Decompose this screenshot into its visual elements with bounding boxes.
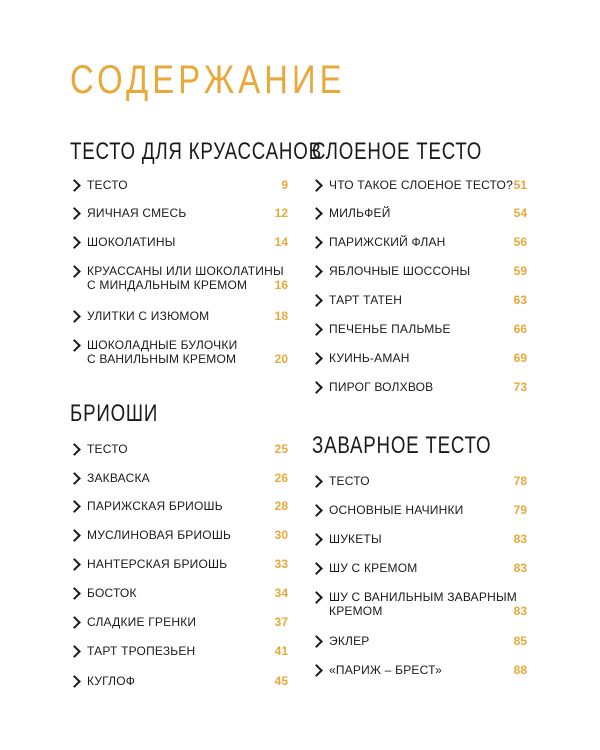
toc-entry[interactable] — [312, 634, 527, 648]
toc-entry[interactable] — [70, 206, 288, 220]
toc-entry-label: ШУКЕТЫ — [329, 532, 382, 546]
toc-entry-label: ШУ С КРЕМОМ — [329, 561, 418, 575]
chevron-right-icon — [68, 339, 81, 352]
toc-entry-label: КРУАССАНЫ ИЛИ ШОКОЛАТИНЫ С МИНДАЛЬНЫМ КРЕМОМ — [87, 264, 284, 292]
toc-entry-page-number: 12 — [274, 206, 288, 220]
toc-entry[interactable] — [312, 474, 527, 488]
chevron-right-icon — [310, 504, 323, 517]
toc-entry-label: КУИНЬ-АМАН — [329, 351, 410, 365]
toc-entry[interactable] — [70, 644, 288, 658]
chevron-right-icon — [310, 591, 323, 604]
toc-entry[interactable] — [70, 586, 288, 600]
chevron-right-icon — [68, 265, 81, 278]
chevron-right-icon — [68, 236, 81, 249]
toc-entry[interactable] — [312, 503, 527, 517]
toc-entry-page-number: 66 — [513, 322, 527, 336]
toc-entry-page-number: 34 — [274, 586, 288, 600]
chevron-right-icon — [68, 310, 81, 323]
chevron-right-icon — [310, 323, 323, 336]
toc-entry-label: ТЕСТО — [87, 442, 128, 456]
toc-entry[interactable] — [70, 499, 288, 513]
toc-entry-page-number: 14 — [274, 235, 288, 249]
toc-entry-page-number: 83 — [513, 532, 527, 546]
toc-entry-page-number: 79 — [513, 503, 527, 517]
toc-entry[interactable] — [312, 178, 527, 192]
toc-entry[interactable] — [312, 322, 527, 336]
toc-entry[interactable] — [70, 674, 288, 688]
toc-entry-label: ТЕСТО — [329, 474, 370, 488]
chevron-right-icon — [310, 562, 323, 575]
chevron-right-icon — [68, 179, 81, 192]
toc-entry-label: ШОКОЛАДНЫЕ БУЛОЧКИ С ВАНИЛЬНЫМ КРЕМОМ — [87, 338, 238, 366]
chevron-right-icon — [68, 645, 81, 658]
toc-entry-page-number: 56 — [513, 235, 527, 249]
section-heading-croissant-dough: ТЕСТО ДЛЯ КРУАССАНОВ — [70, 138, 322, 165]
toc-entry-label: ТАРТ ТАТЕН — [329, 293, 403, 307]
section-heading-brioche: БРИОШИ — [70, 400, 159, 427]
chevron-right-icon — [310, 352, 323, 365]
toc-entry-page-number: 18 — [274, 309, 288, 323]
toc-entry-label: КУГЛОФ — [87, 674, 136, 688]
toc-entry[interactable] — [70, 309, 288, 323]
toc-entry[interactable] — [312, 663, 527, 677]
toc-entry-page-number: 25 — [274, 442, 288, 456]
toc-entry[interactable] — [312, 532, 527, 546]
chevron-right-icon — [310, 635, 323, 648]
toc-entry-label: ЯИЧНАЯ СМЕСЬ — [87, 206, 187, 220]
chevron-right-icon — [68, 529, 81, 542]
toc-entry-label: ШОКОЛАТИНЫ — [87, 235, 176, 249]
toc-entry-page-number: 45 — [274, 674, 288, 688]
chevron-right-icon — [68, 443, 81, 456]
toc-entry-label: ТАРТ ТРОПЕЗЬЕН — [87, 644, 196, 658]
toc-entry-page-number: 73 — [513, 380, 527, 394]
chevron-right-icon — [310, 179, 323, 192]
toc-entry-label: ТЕСТО — [87, 178, 128, 192]
toc-entry-page-number: 41 — [274, 644, 288, 658]
toc-entry-label: ОСНОВНЫЕ НАЧИНКИ — [329, 503, 464, 517]
toc-entry-label: ЯБЛОЧНЫЕ ШОССОНЫ — [329, 264, 471, 278]
toc-entry-page-number: 85 — [513, 634, 527, 648]
toc-entry-page-number: 69 — [513, 351, 527, 365]
chevron-right-icon — [68, 207, 81, 220]
toc-entry-page-number: 28 — [274, 499, 288, 513]
toc-entry-page-number: 33 — [274, 557, 288, 571]
toc-entry-page-number: 9 — [281, 178, 288, 192]
toc-entry[interactable] — [312, 351, 527, 365]
toc-entry[interactable] — [70, 178, 288, 192]
toc-entry[interactable] — [312, 264, 527, 278]
toc-entry-label: ШУ С ВАНИЛЬНЫМ ЗАВАРНЫМ КРЕМОМ — [329, 590, 517, 618]
chevron-right-icon — [68, 587, 81, 600]
toc-entry[interactable] — [70, 615, 288, 629]
toc-entry[interactable] — [70, 471, 288, 485]
toc-entry-label: УЛИТКИ С ИЗЮМОМ — [87, 309, 210, 323]
chevron-right-icon — [310, 207, 323, 220]
toc-entry-label: ЭКЛЕР — [329, 634, 370, 648]
toc-entry-page-number: 78 — [513, 474, 527, 488]
chevron-right-icon — [68, 472, 81, 485]
toc-entry[interactable] — [70, 528, 288, 542]
toc-entry-page-number: 59 — [513, 264, 527, 278]
toc-entry-label: МУСЛИНОВАЯ БРИОШЬ — [87, 528, 232, 542]
toc-entry[interactable] — [312, 235, 527, 249]
chevron-right-icon — [68, 500, 81, 513]
chevron-right-icon — [68, 675, 81, 688]
chevron-right-icon — [310, 265, 323, 278]
toc-entry-label: «ПАРИЖ – БРЕСТ» — [329, 663, 442, 677]
toc-entry-label: ЧТО ТАКОЕ СЛОЕНОЕ ТЕСТО? — [329, 178, 513, 192]
toc-entry-page-number: 30 — [274, 528, 288, 542]
toc-entry[interactable] — [70, 235, 288, 249]
toc-entry[interactable] — [312, 206, 527, 220]
toc-entry-label: ПАРИЖСКАЯ БРИОШЬ — [87, 499, 223, 513]
toc-entry-page-number: 16 — [274, 278, 288, 292]
chevron-right-icon — [310, 664, 323, 677]
toc-entry-label: ПАРИЖСКИЙ ФЛАН — [329, 235, 446, 249]
toc-entry-label: ПИРОГ ВОЛХВОВ — [329, 380, 434, 394]
chevron-right-icon — [310, 475, 323, 488]
toc-entry-page-number: 37 — [274, 615, 288, 629]
toc-entry[interactable] — [70, 557, 288, 571]
toc-entry-page-number: 54 — [513, 206, 527, 220]
toc-entry[interactable] — [312, 590, 527, 618]
toc-entry-page-number: 51 — [513, 178, 527, 192]
toc-entry-label: МИЛЬФЕЙ — [329, 206, 391, 220]
toc-entry[interactable] — [312, 561, 527, 575]
toc-entry-label: НАНТЕРСКАЯ БРИОШЬ — [87, 557, 228, 571]
toc-entry-page-number: 88 — [513, 663, 527, 677]
page-title: СОДЕРЖАНИЕ — [70, 58, 346, 102]
section-heading-choux-pastry: ЗАВАРНОЕ ТЕСТО — [312, 432, 492, 459]
toc-entry[interactable] — [70, 442, 288, 456]
toc-entry-page-number: 83 — [513, 561, 527, 575]
toc-entry-page-number: 26 — [274, 471, 288, 485]
toc-entry[interactable] — [312, 293, 527, 307]
chevron-right-icon — [310, 533, 323, 546]
chevron-right-icon — [310, 236, 323, 249]
toc-entry[interactable] — [70, 338, 288, 366]
toc-entry[interactable] — [312, 380, 527, 394]
chevron-right-icon — [68, 558, 81, 571]
toc-entry-page-number: 63 — [513, 293, 527, 307]
toc-entry[interactable] — [70, 264, 288, 292]
chevron-right-icon — [310, 294, 323, 307]
chevron-right-icon — [310, 381, 323, 394]
toc-entry-page-number: 20 — [274, 352, 288, 366]
toc-entry-label: ЗАКВАСКА — [87, 471, 150, 485]
toc-entry-page-number: 83 — [513, 604, 527, 618]
section-heading-puff-pastry: СЛОЕНОЕ ТЕСТО — [312, 138, 483, 165]
toc-entry-label: БОСТОК — [87, 586, 137, 600]
toc-entry-label: СЛАДКИЕ ГРЕНКИ — [87, 615, 197, 629]
chevron-right-icon — [68, 616, 81, 629]
toc-entry-label: ПЕЧЕНЬЕ ПАЛЬМЬЕ — [329, 322, 451, 336]
